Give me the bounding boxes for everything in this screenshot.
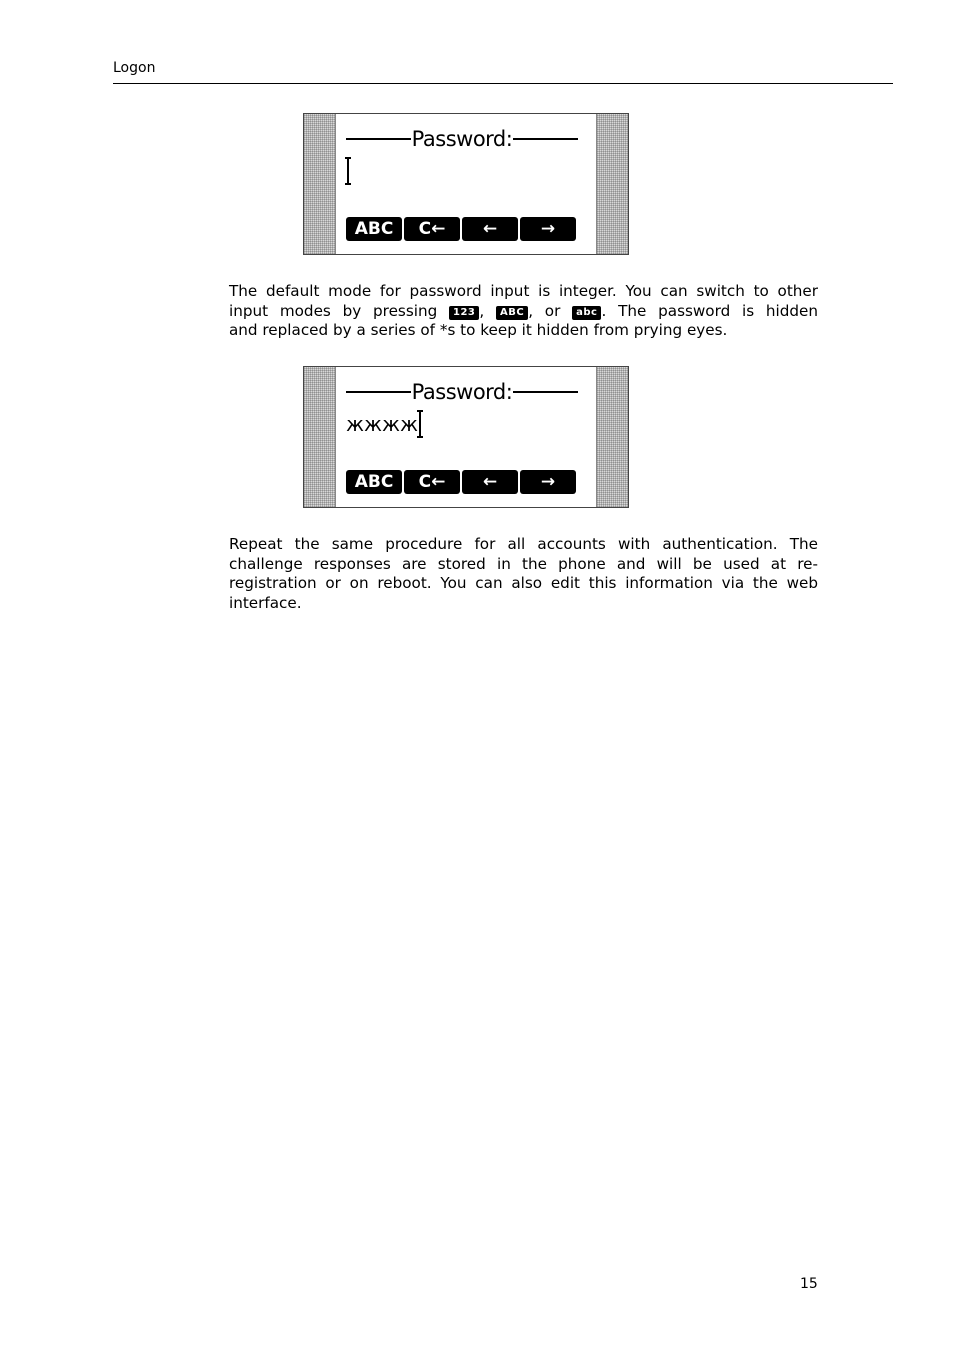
- title-rule-right: [513, 391, 578, 393]
- softkey-clear-backspace[interactable]: C←: [404, 217, 460, 241]
- paragraph-line-3: and replaced by a series of *s to keep it hidden from prying eyes.: [229, 321, 728, 340]
- header-title: Logon: [113, 60, 156, 76]
- softkey-abc-mode[interactable]: ABC: [346, 470, 402, 494]
- paragraph-line-2: [229, 302, 818, 322]
- softkey-right-arrow[interactable]: →: [520, 470, 576, 494]
- title-rule-left: [346, 138, 411, 140]
- lcd-title-row: [346, 126, 578, 152]
- softkey-clear-backspace[interactable]: C←: [404, 470, 460, 494]
- page-number: 15: [800, 1276, 818, 1292]
- softkey-left-arrow[interactable]: ←: [462, 470, 518, 494]
- text-fragment: . The password is hidden: [601, 301, 819, 320]
- paragraph-repeat-procedure: Repeat the same procedure for all accounts with authentication. The challenge responses are stored in the phone and will be used at re-registration or on reboot. You can also edit this information via the web interface.: [229, 535, 818, 612]
- page-header: [113, 58, 893, 84]
- paragraph-input-modes: [229, 282, 818, 341]
- lcd-title: Password:: [411, 380, 513, 404]
- lcd-title: Password:: [411, 127, 513, 151]
- text-cursor-icon: [347, 157, 349, 185]
- lcd-bezel-right: [596, 367, 628, 507]
- text-fragment: , or: [528, 301, 561, 320]
- lcd-bezel-right: [596, 114, 628, 254]
- softkey-right-arrow[interactable]: →: [520, 217, 576, 241]
- softkey-bar: [346, 470, 576, 494]
- title-rule-left: [346, 391, 411, 393]
- paragraph-line-1: The default mode for password input is integer. You can switch to other: [229, 282, 818, 300]
- lcd-bezel-left: [304, 114, 336, 254]
- password-input[interactable]: [346, 156, 349, 186]
- lcd-title-row: [346, 379, 578, 405]
- password-value: жжжж: [346, 412, 419, 436]
- lcd-display: [336, 114, 596, 254]
- password-input[interactable]: [346, 409, 421, 439]
- softkey-abc-mode[interactable]: ABC: [346, 217, 402, 241]
- key-ABC-icon: ABC: [496, 306, 528, 320]
- lcd-screen-empty-password: [303, 113, 629, 255]
- lcd-bezel-left: [304, 367, 336, 507]
- lcd-display: [336, 367, 596, 507]
- title-rule-right: [513, 138, 578, 140]
- text-cursor-icon: [419, 410, 421, 438]
- softkey-bar: [346, 217, 576, 241]
- key-123-icon: 123: [449, 306, 479, 320]
- softkey-left-arrow[interactable]: ←: [462, 217, 518, 241]
- key-abc-icon: abc: [572, 306, 601, 320]
- text-fragment: input modes by pressing: [229, 301, 438, 320]
- lcd-screen-masked-password: [303, 366, 629, 508]
- text-fragment: ,: [479, 301, 485, 320]
